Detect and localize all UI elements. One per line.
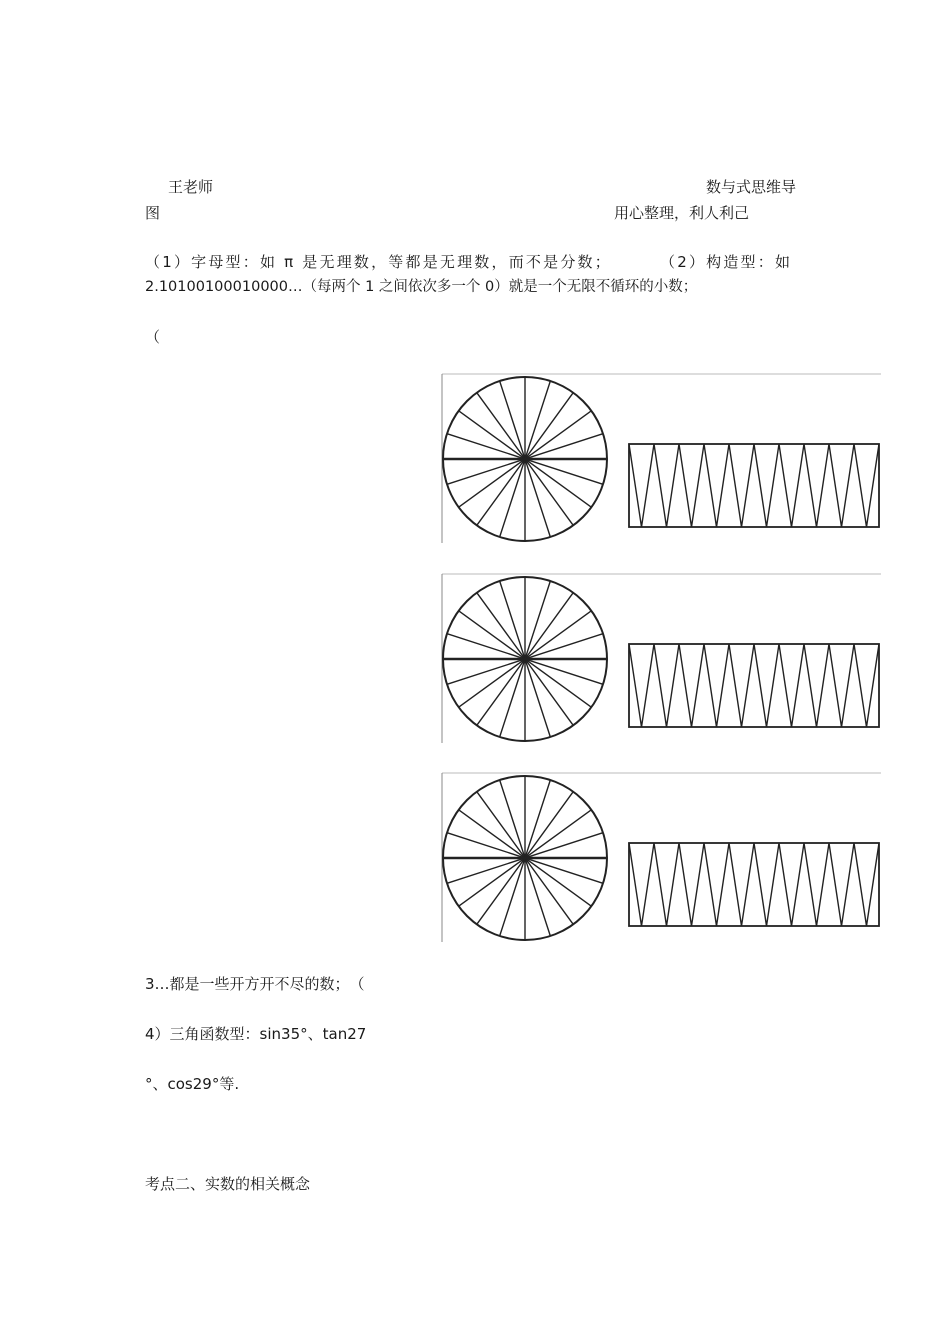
para1-line1-right: （2）构造型：如 [660, 253, 793, 271]
strip-outline [629, 843, 879, 926]
para3-line2: °、cos29°等. [145, 1075, 240, 1093]
header-motto: 用心整理，利人利己 [614, 204, 750, 222]
zigzag-line [629, 644, 879, 727]
circle-sectors-and-zigzag-strip-icon [441, 573, 881, 743]
circle-sectors-and-zigzag-strip-icon [441, 373, 881, 543]
strip-outline [629, 644, 879, 727]
zigzag-line [629, 843, 879, 926]
para1-line1-left: （1）字母型：如 π 是无理数，等都是无理数，而不是分数； [145, 253, 612, 271]
figure-1 [441, 373, 881, 543]
para2: 3…都是一些开方开不尽的数； （ [145, 975, 365, 993]
header-teacher: 王老师 [168, 178, 214, 196]
header-title-cont: 图 [145, 204, 161, 222]
section-heading: 考点二、实数的相关概念 [145, 1175, 311, 1193]
zigzag-line [629, 444, 879, 527]
strip-outline [629, 444, 879, 527]
figure-3 [441, 772, 881, 942]
para3-line1: 4）三角函数型：sin35°、tan27 [145, 1025, 367, 1043]
header-title: 数与式思维导 [706, 178, 797, 196]
circle-sectors-and-zigzag-strip-icon [441, 772, 881, 942]
figure-2 [441, 573, 881, 743]
open-paren: （ [145, 328, 161, 346]
para1-line2: 2.1010010001000​0…（每两个 1 之间依次多一个 0）就是一个无限不循环的小数； [145, 279, 698, 295]
